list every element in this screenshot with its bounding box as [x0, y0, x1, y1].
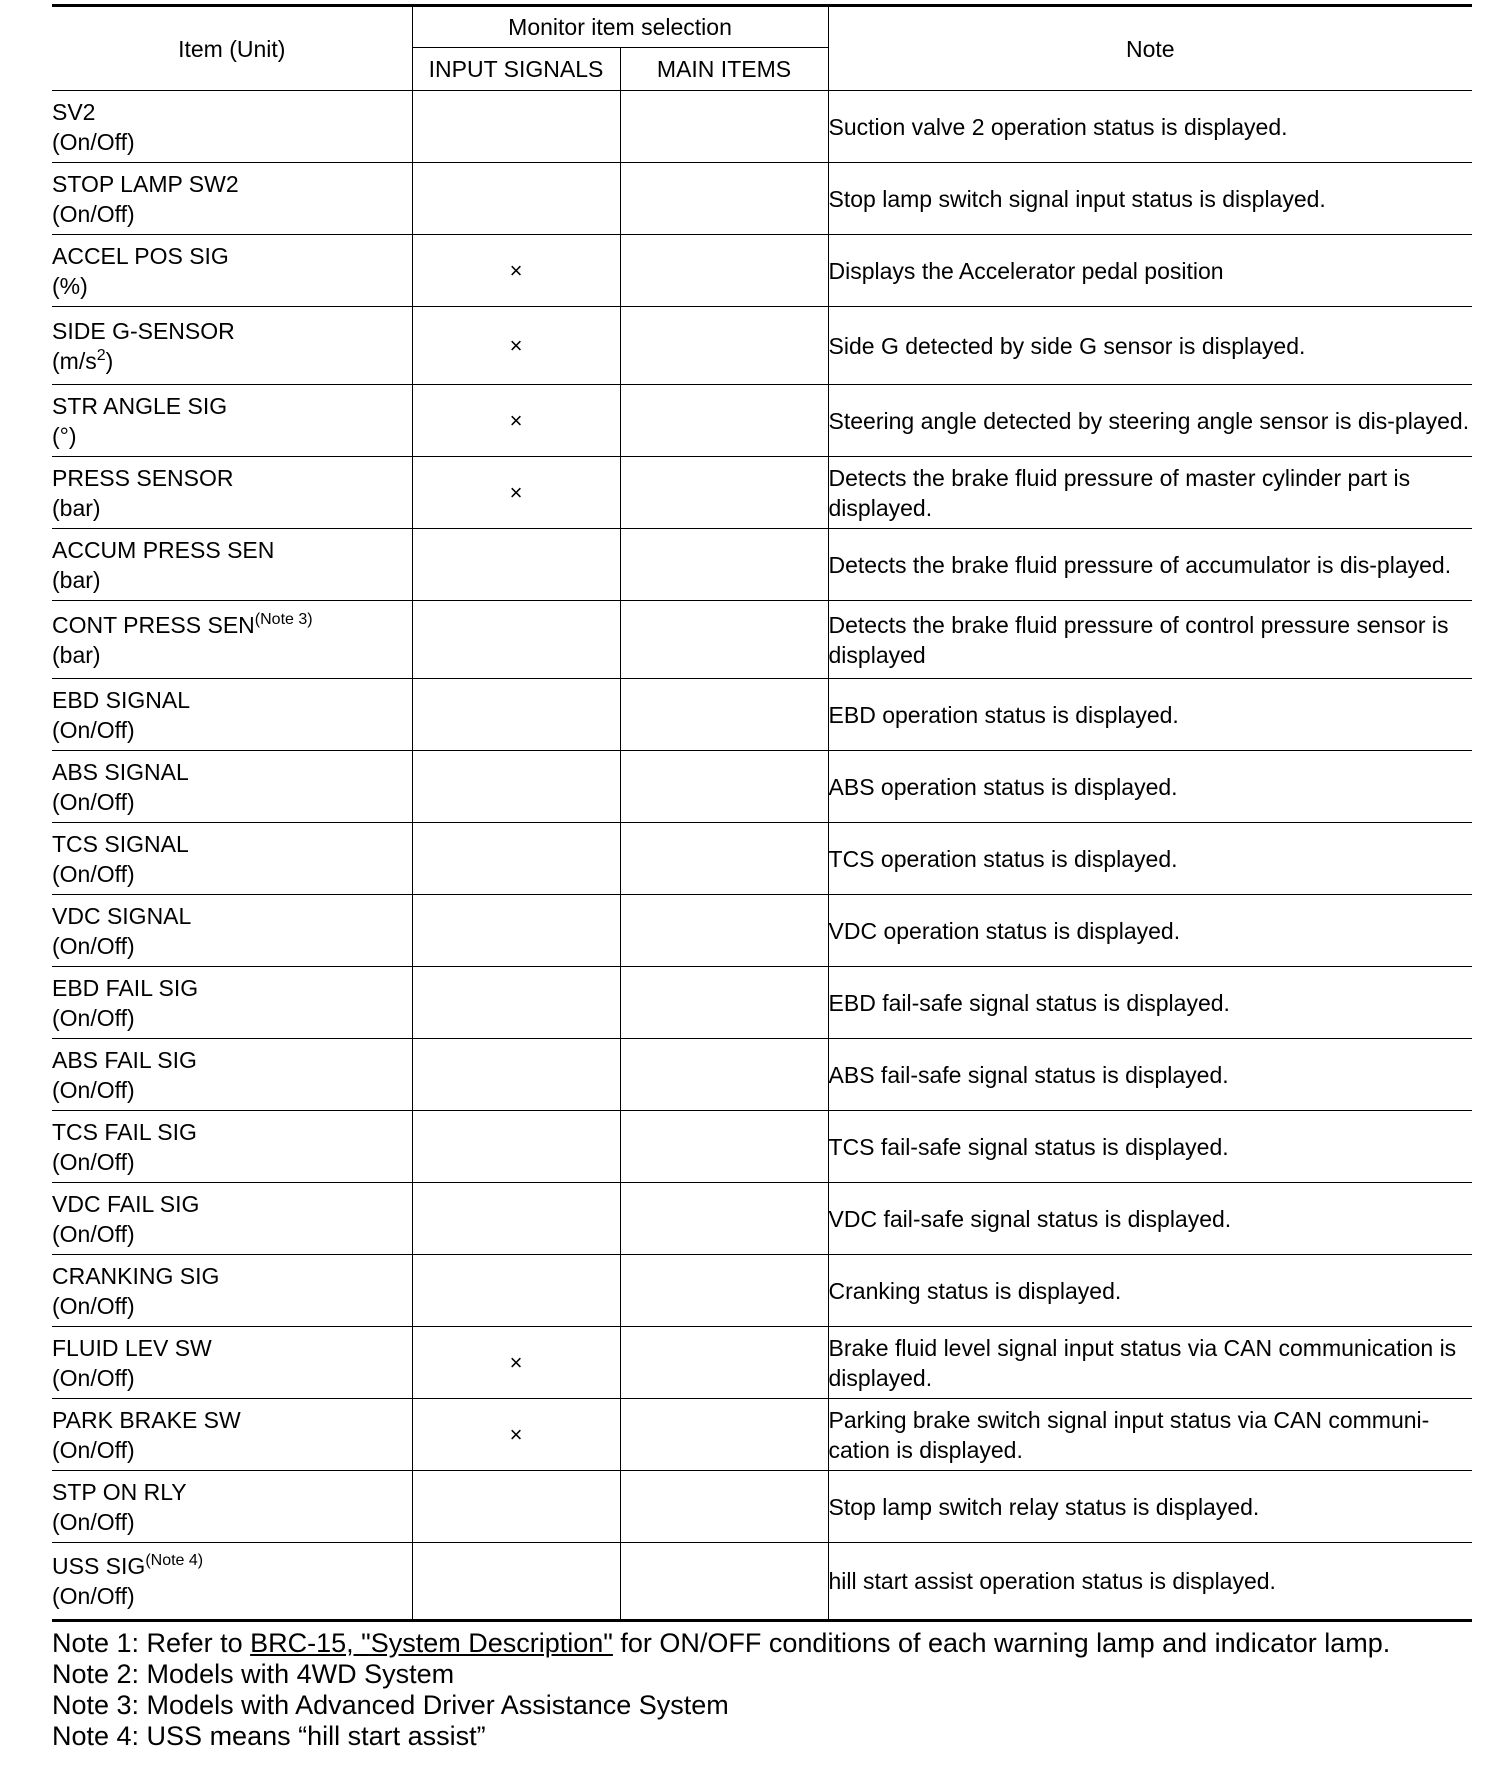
input-signals-cell	[412, 895, 620, 967]
item-cell	[52, 235, 412, 307]
table-row	[52, 385, 1472, 457]
item-cell	[52, 1543, 412, 1621]
note-cell: Suction valve 2 operation status is displayed.	[828, 91, 1472, 163]
main-items-cell	[620, 529, 828, 601]
item-name: ABS SIGNAL	[52, 758, 189, 785]
item-cell	[52, 91, 412, 163]
table-row	[52, 529, 1472, 601]
table-row	[52, 163, 1472, 235]
footnote-3: Note 3: Models with Advanced Driver Assistance System	[52, 1690, 729, 1720]
header-input-signals: INPUT SIGNALS	[412, 48, 620, 91]
main-items-cell	[620, 1255, 828, 1327]
item-name: FLUID LEV SW	[52, 1334, 212, 1361]
note-cell: Steering angle detected by steering angle sensor is dis-played.	[828, 385, 1472, 457]
note-cell: Detects the brake fluid pressure of accumulator is dis-played.	[828, 529, 1472, 601]
table-row	[52, 1111, 1472, 1183]
note-cell: Cranking status is displayed.	[828, 1255, 1472, 1327]
item-cell	[52, 529, 412, 601]
item-name: VDC FAIL SIG	[52, 1190, 200, 1217]
main-items-cell	[620, 601, 828, 679]
item-cell	[52, 1039, 412, 1111]
item-unit: (On/Off)	[52, 1220, 135, 1247]
item-cell	[52, 679, 412, 751]
main-items-cell	[620, 91, 828, 163]
item-unit: (On/Off)	[52, 1292, 135, 1319]
input-signals-cell	[412, 1255, 620, 1327]
footnote-1	[52, 1628, 1472, 1659]
item-unit: (bar)	[52, 494, 101, 521]
item-cell	[52, 751, 412, 823]
item-unit: (°)	[52, 422, 77, 449]
note-cell: TCS operation status is displayed.	[828, 823, 1472, 895]
footnote-1-suffix: for ON/OFF conditions of each warning lamp and indicator lamp.	[612, 1628, 1391, 1658]
item-unit: (On/Off)	[52, 1076, 135, 1103]
item-cell	[52, 457, 412, 529]
main-items-cell	[620, 823, 828, 895]
main-items-cell	[620, 895, 828, 967]
note-cell: ABS operation status is displayed.	[828, 751, 1472, 823]
input-signals-cell: ×	[412, 307, 620, 385]
item-name: ACCUM PRESS SEN	[52, 536, 275, 563]
item-unit: (On/Off)	[52, 1364, 135, 1391]
main-items-cell	[620, 1543, 828, 1621]
table-row	[52, 601, 1472, 679]
unit-close: )	[105, 347, 114, 374]
item-unit: (On/Off)	[52, 932, 135, 959]
item-name: CRANKING SIG	[52, 1262, 220, 1289]
document-page	[52, 4, 1472, 1752]
item-unit: (On/Off)	[52, 860, 135, 887]
table-row	[52, 895, 1472, 967]
item-unit: (On/Off)	[52, 1583, 135, 1609]
note-cell: hill start assist operation status is displayed.	[828, 1543, 1472, 1621]
main-items-cell	[620, 385, 828, 457]
main-items-cell	[620, 307, 828, 385]
item-name: STOP LAMP SW2	[52, 170, 239, 197]
item-unit: (bar)	[52, 641, 101, 668]
item-cell	[52, 307, 412, 385]
system-description-link[interactable]: BRC-15, "System Description"	[250, 1628, 613, 1658]
table-row	[52, 235, 1472, 307]
note-cell: Detects the brake fluid pressure of control pressure sensor is displayed	[828, 601, 1472, 679]
note-cell: Stop lamp switch signal input status is displayed.	[828, 163, 1472, 235]
main-items-cell	[620, 967, 828, 1039]
item-name: EBD FAIL SIG	[52, 974, 199, 1001]
table-row	[52, 679, 1472, 751]
item-name: SV2	[52, 98, 96, 125]
item-name: ABS FAIL SIG	[52, 1046, 197, 1073]
table-row	[52, 823, 1472, 895]
main-items-cell	[620, 1039, 828, 1111]
table-row	[52, 1471, 1472, 1543]
footnotes	[52, 1628, 1472, 1752]
input-signals-cell	[412, 1183, 620, 1255]
item-unit: (On/Off)	[52, 788, 135, 815]
header-note: Note	[828, 6, 1472, 91]
item-cell	[52, 823, 412, 895]
item-cell	[52, 1327, 412, 1399]
footnote-4: Note 4: USS means “hill start assist”	[52, 1721, 486, 1751]
note-cell: EBD operation status is displayed.	[828, 679, 1472, 751]
item-cell	[52, 1255, 412, 1327]
item-cell	[52, 1399, 412, 1471]
main-items-cell	[620, 1111, 828, 1183]
item-name: VDC SIGNAL	[52, 902, 192, 929]
item-name: TCS FAIL SIG	[52, 1118, 197, 1145]
input-signals-cell	[412, 91, 620, 163]
item-name: TCS SIGNAL	[52, 830, 189, 857]
input-signals-cell	[412, 529, 620, 601]
footnote-2: Note 2: Models with 4WD System	[52, 1659, 455, 1689]
main-items-cell	[620, 679, 828, 751]
table-row	[52, 1327, 1472, 1399]
note-cell: VDC operation status is displayed.	[828, 895, 1472, 967]
input-signals-cell	[412, 1111, 620, 1183]
main-items-cell	[620, 1327, 828, 1399]
note-cell: EBD fail-safe signal status is displayed.	[828, 967, 1472, 1039]
item-unit: (On/Off)	[52, 200, 135, 227]
item-name: CONT PRESS SEN	[52, 611, 255, 638]
main-items-cell	[620, 1399, 828, 1471]
table-row	[52, 1183, 1472, 1255]
item-unit: (On/Off)	[52, 1148, 135, 1175]
input-signals-cell	[412, 823, 620, 895]
main-items-cell	[620, 1471, 828, 1543]
monitor-item-table	[52, 4, 1472, 1622]
header-main-items: MAIN ITEMS	[620, 48, 828, 91]
unit-exponent: 2	[96, 346, 106, 364]
item-name: USS SIG	[52, 1553, 146, 1579]
note-cell: Displays the Accelerator pedal position	[828, 235, 1472, 307]
input-signals-cell	[412, 601, 620, 679]
input-signals-cell	[412, 967, 620, 1039]
item-unit: (m/s	[52, 347, 97, 374]
item-cell	[52, 163, 412, 235]
item-unit: (On/Off)	[52, 1508, 135, 1535]
note-cell: Brake fluid level signal input status via CAN communication is displayed.	[828, 1327, 1472, 1399]
item-cell	[52, 385, 412, 457]
item-unit: (%)	[52, 272, 88, 299]
input-signals-cell: ×	[412, 385, 620, 457]
table-body	[52, 91, 1472, 1621]
main-items-cell	[620, 751, 828, 823]
item-note-ref: (Note 4)	[145, 1552, 204, 1569]
table-row	[52, 1543, 1472, 1621]
note-cell: TCS fail-safe signal status is displayed.	[828, 1111, 1472, 1183]
input-signals-cell	[412, 1543, 620, 1621]
item-name: STR ANGLE SIG	[52, 392, 228, 419]
main-items-cell	[620, 163, 828, 235]
item-cell	[52, 967, 412, 1039]
input-signals-cell: ×	[412, 235, 620, 307]
table-row	[52, 91, 1472, 163]
footnote-1-prefix: Note 1: Refer to	[52, 1628, 251, 1658]
item-unit: (bar)	[52, 566, 101, 593]
item-name: PRESS SENSOR	[52, 464, 234, 491]
item-cell	[52, 895, 412, 967]
item-name: SIDE G-SENSOR	[52, 317, 235, 344]
item-name: EBD SIGNAL	[52, 686, 191, 713]
table-row	[52, 1255, 1472, 1327]
item-name: PARK BRAKE SW	[52, 1406, 241, 1433]
table-row	[52, 457, 1472, 529]
item-cell	[52, 601, 412, 679]
input-signals-cell	[412, 1039, 620, 1111]
item-unit: (On/Off)	[52, 716, 135, 743]
note-cell: Side G detected by side G sensor is displayed.	[828, 307, 1472, 385]
input-signals-cell: ×	[412, 1399, 620, 1471]
table-row	[52, 307, 1472, 385]
main-items-cell	[620, 1183, 828, 1255]
header-item-unit: Item (Unit)	[52, 6, 412, 91]
input-signals-cell	[412, 751, 620, 823]
item-unit: (On/Off)	[52, 128, 135, 155]
item-name: ACCEL POS SIG	[52, 242, 229, 269]
table-row	[52, 1039, 1472, 1111]
table-row	[52, 751, 1472, 823]
item-cell	[52, 1111, 412, 1183]
note-cell: Detects the brake fluid pressure of master cylinder part is displayed.	[828, 457, 1472, 529]
input-signals-cell: ×	[412, 457, 620, 529]
item-unit: (On/Off)	[52, 1436, 135, 1463]
note-cell: Stop lamp switch relay status is displayed.	[828, 1471, 1472, 1543]
table-row	[52, 967, 1472, 1039]
input-signals-cell	[412, 163, 620, 235]
item-cell	[52, 1471, 412, 1543]
note-cell: Parking brake switch signal input status via CAN communi-cation is displayed.	[828, 1399, 1472, 1471]
note-cell: VDC fail-safe signal status is displayed.	[828, 1183, 1472, 1255]
input-signals-cell: ×	[412, 1327, 620, 1399]
header-monitor-item-selection: Monitor item selection	[412, 6, 828, 48]
input-signals-cell	[412, 679, 620, 751]
item-cell	[52, 1183, 412, 1255]
main-items-cell	[620, 235, 828, 307]
input-signals-cell	[412, 1471, 620, 1543]
item-unit: (On/Off)	[52, 1004, 135, 1031]
item-note-ref: (Note 3)	[254, 610, 313, 628]
item-name: STP ON RLY	[52, 1478, 187, 1505]
note-cell: ABS fail-safe signal status is displayed.	[828, 1039, 1472, 1111]
main-items-cell	[620, 457, 828, 529]
table-row	[52, 1399, 1472, 1471]
